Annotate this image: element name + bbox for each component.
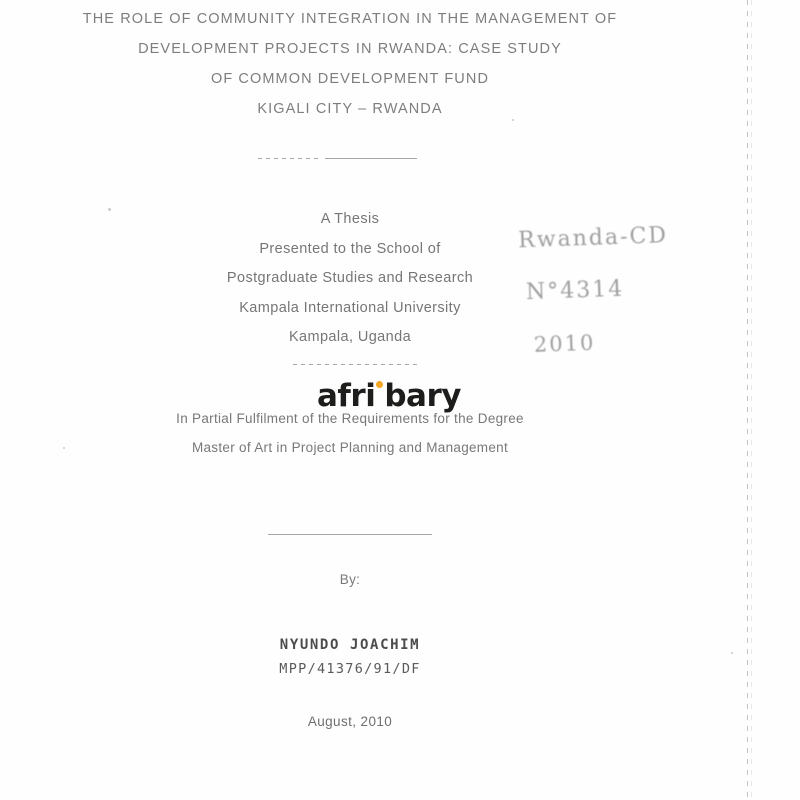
thesis-title xyxy=(0,4,700,124)
watermark-text-after: bary xyxy=(384,378,461,414)
purpose-line-2: Master of Art in Project Planning and Management xyxy=(191,440,509,455)
divider-solid-right xyxy=(325,158,417,159)
submission-line-3: Postgraduate Studies and Research xyxy=(226,270,474,286)
divider-dotted-left xyxy=(258,158,318,159)
submission-line-1: A Thesis xyxy=(320,211,380,227)
watermark-dot-icon xyxy=(376,381,383,388)
divider-dotted-middle xyxy=(293,364,417,365)
title-line-1: THE ROLE OF COMMUNITY INTEGRATION IN THE MANAGEMENT OF xyxy=(82,11,618,27)
handwritten-line-3: 2010 xyxy=(533,330,596,357)
submission-line-2: Presented to the School of xyxy=(259,240,441,257)
title-line-3: OF COMMON DEVELOPMENT FUND xyxy=(210,71,490,87)
handwritten-line-2: N°4314 xyxy=(525,276,625,306)
author-block xyxy=(0,633,700,681)
title-line-4: KIGALI CITY – RWANDA xyxy=(257,101,443,117)
handwritten-line-1: Rwanda-CD xyxy=(517,223,669,254)
watermark-letter-i: i xyxy=(365,378,376,414)
handwritten-archive-note xyxy=(517,209,712,372)
degree-purpose-statement xyxy=(0,404,700,462)
submission-date: August, 2010 xyxy=(307,714,393,729)
author-name: NYUNDO JOACHIM xyxy=(279,637,421,653)
submission-line-5: Kampala, Uganda xyxy=(288,329,412,345)
author-registration-number: MPP/41376/91/DF xyxy=(279,661,421,677)
by-label-block xyxy=(0,572,700,587)
by-label: By: xyxy=(339,572,361,587)
page-binding-line xyxy=(747,0,748,800)
scan-speck xyxy=(731,652,733,654)
title-line-2: DEVELOPMENT PROJECTS IN RWANDA: CASE STUDY xyxy=(138,41,562,57)
page-binding-line-secondary xyxy=(751,0,752,800)
submission-line-4: Kampala International University xyxy=(239,299,461,316)
divider-solid-lower xyxy=(268,534,432,535)
watermark-text-before: afr xyxy=(317,378,366,414)
purpose-line-1: In Partial Fulfilment of the Requirements for the Degree xyxy=(176,411,524,426)
date-block xyxy=(0,714,700,729)
